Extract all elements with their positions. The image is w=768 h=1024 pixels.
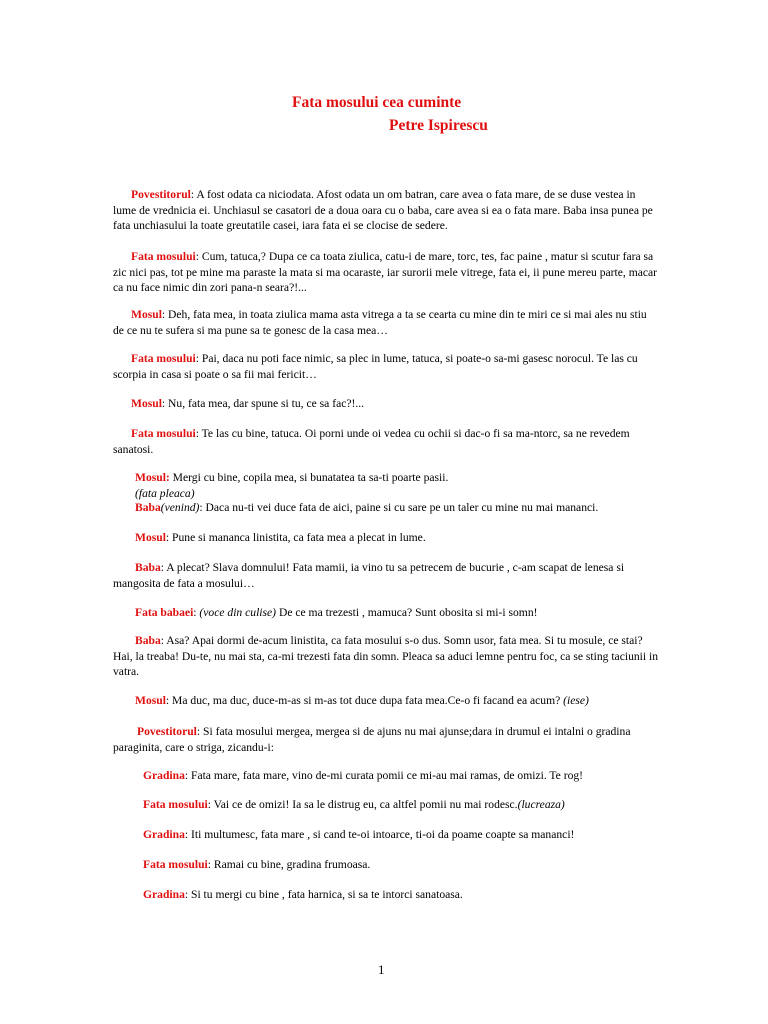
paragraph-13 (113, 633, 660, 680)
speaker-name: Baba (135, 561, 161, 574)
speaker-name: Gradina (143, 828, 185, 841)
paragraph-7 (113, 470, 660, 486)
stage-direction: (voce din culise) (199, 606, 277, 619)
paragraph-4 (113, 351, 660, 382)
dialogue-text: : Ma duc, ma duc, duce-m-as si m-as tot duce dupa fata mea.Ce-o fi facand ea acum? (165, 694, 564, 707)
dialogue-text: : Cum, tatuca,? Dupa ce ca toata ziulica, catu-i de mare, torc, tes, fac paine , matur si scutur fara sa zic nici pas, tot pe mine ma paraste la mata si ma ocaraste, iar surorii mele vitrege, fata ei, ii pune mereu parte, macar ca nu face nimic din zori pana-n seara?!... (113, 250, 658, 294)
dialogue-text: : Si tu mergi cu bine , fata harnica, si sa te intorci sanatoasa. (184, 888, 463, 901)
document-title: Fata mosului cea cuminte (292, 94, 462, 111)
paragraph-6 (113, 426, 660, 457)
speaker-name: Baba (135, 634, 161, 647)
paragraph-10 (113, 530, 660, 546)
speaker-name: Fata mosului (131, 352, 196, 365)
paragraph-14 (113, 693, 660, 709)
stage-direction: (fata pleaca) (135, 487, 195, 500)
speaker-name: Fata mosului (143, 858, 208, 871)
paragraph-3 (113, 307, 660, 338)
dialogue-text: : Daca nu-ti vei duce fata de aici, paine si cu sare pe un taler cu mine nu mai mananci. (199, 501, 599, 514)
dialogue-text: : Si fata mosului mergea, mergea si de ajuns nu mai ajunse;dara in drumul ei intalni o gradina paraginita, care o striga, zicandu-i: (113, 725, 631, 754)
speaker-name: Fata mosului (131, 250, 196, 263)
paragraph-9 (113, 500, 660, 516)
speaker-name: Mosul: (135, 471, 170, 484)
separator: : (193, 606, 200, 619)
paragraph-20 (113, 887, 660, 903)
paragraph-15 (113, 724, 660, 755)
paragraph-12 (113, 605, 660, 621)
dialogue-text: De ce ma trezesti , mamuca? Sunt obosita si mi-i somn! (276, 606, 538, 619)
dialogue-text: : Fata mare, fata mare, vino de-mi curata pomii ce mi-au mai ramas, de omizi. Te rog! (184, 769, 584, 782)
stage-direction: (venind) (160, 501, 200, 514)
paragraph-18 (113, 827, 660, 843)
dialogue-text: : Asa? Apai dormi de-acum linistita, ca fata mosului s-o dus. Somn usor, fata mea. Si tu mosule, ce stai? Hai, la treaba! Du-te, nu mai sta, ca-mi trezesti fata din somn. Pleaca sa aduci lemne pentru foc, ca se sting taciunii in vatra. (113, 634, 659, 678)
paragraph-17 (113, 797, 660, 813)
speaker-name: Fata babaei (135, 606, 194, 619)
dialogue-text: : Iti multumesc, fata mare , si cand te-oi intoarce, ti-oi da poame coapte sa mananci! (184, 828, 575, 841)
speaker-name: Fata mosului (143, 798, 208, 811)
paragraph-19 (113, 857, 660, 873)
speaker-name: Mosul (131, 397, 162, 410)
speaker-name: Mosul (135, 694, 166, 707)
dialogue-text: : Pai, daca nu poti face nimic, sa plec in lume, tatuca, si poate-o sa-mi gasesc norocul. Te las cu scorpia in casa si poate o sa fii mai fericit… (113, 352, 638, 381)
paragraph-2 (113, 249, 660, 296)
speaker-name: Gradina (143, 888, 185, 901)
dialogue-text: : Pune si mananca linistita, ca fata mea a plecat in lume. (165, 531, 426, 544)
speaker-name: Fata mosului (131, 427, 196, 440)
paragraph-16 (113, 768, 660, 784)
paragraph-5 (113, 396, 660, 412)
dialogue-text: : Te las cu bine, tatuca. Oi porni unde oi vedea cu ochii si dac-o fi sa ma-ntorc, sa ne revedem sanatosi. (113, 427, 630, 456)
dialogue-text: : Ramai cu bine, gradina frumoasa. (207, 858, 371, 871)
paragraph-1 (113, 187, 660, 234)
speaker-name: Gradina (143, 769, 185, 782)
speaker-name: Povestitorul (131, 188, 191, 201)
paragraph-11 (113, 560, 660, 591)
speaker-name: Baba (135, 501, 161, 514)
dialogue-text: : A plecat? Slava domnului! Fata mamii, ia vino tu sa petrecem de bucurie , c-am scapat de lenesa si mangosita de fata a mosului… (113, 561, 625, 590)
speaker-name: Povestitorul (137, 725, 197, 738)
dialogue-text: : A fost odata ca niciodata. Afost odata un om batran, care avea o fata mare, de se duse vestea in lume de vrednicia ei. Unchiasul se casatori de a doua oara cu o baba, care avea si ea o fata mare. Baba insa punea pe fata unchiasului la toate greutatile casei, iara fata ei se clocise de sedere. (113, 188, 653, 232)
dialogue-text: : Vai ce de omizi! Ia sa le distrug eu, ca altfel pomii nu mai rodesc. (207, 798, 518, 811)
dialogue-text: : Deh, fata mea, in toata ziulica mama asta vitrega a ta se cearta cu mine din te miri ce si mai ales nu stiu de ce nu te sufera si ma pune sa te gonesc de la casa mea… (113, 308, 647, 337)
page-number: 1 (378, 962, 385, 977)
speaker-name: Mosul (131, 308, 162, 321)
speaker-name: Mosul (135, 531, 166, 544)
dialogue-text: : Nu, fata mea, dar spune si tu, ce sa fac?!... (161, 397, 365, 410)
stage-direction: (lucreaza) (517, 798, 565, 811)
stage-direction: (iese) (563, 694, 589, 707)
dialogue-text: Mergi cu bine, copila mea, si bunatatea ta sa-ti poarte pasii. (169, 471, 449, 484)
document-author: Petre Ispirescu (389, 117, 488, 134)
